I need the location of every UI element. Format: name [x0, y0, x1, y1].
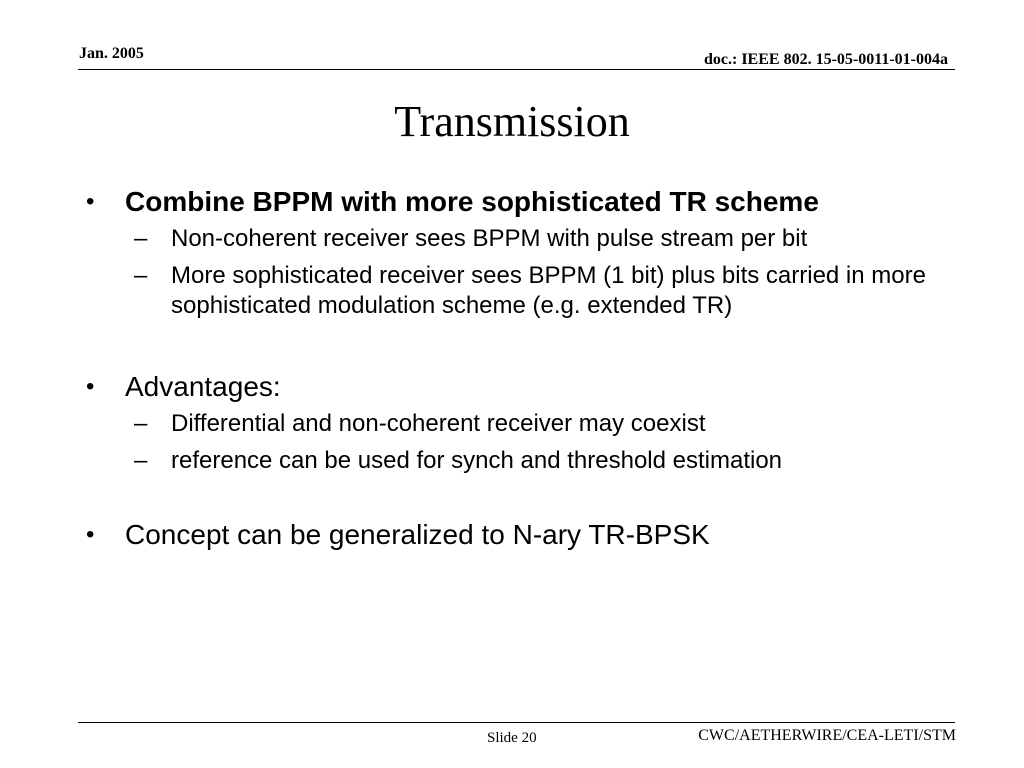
- sub-bullet-item: [82, 446, 962, 476]
- spacer: [82, 328, 962, 369]
- header-date: Jan. 2005: [79, 45, 144, 62]
- sub-bullet-item: [82, 261, 962, 321]
- footer-organizations: CWC/AETHERWIRE/CEA-LETI/STM: [698, 727, 956, 744]
- bullet-item: [82, 517, 962, 553]
- dash-mark: –: [134, 410, 148, 437]
- sub-bullet-item: [82, 224, 962, 254]
- spacer: [82, 483, 962, 517]
- sub-bullet-text: reference can be used for synch and threshold estimation: [171, 447, 783, 474]
- slide-body: [82, 184, 962, 553]
- sub-bullet-item: [82, 409, 962, 439]
- header-divider: [78, 69, 955, 70]
- sub-bullet-text: Differential and non-coherent receiver may coexist: [171, 410, 706, 437]
- slide-number: Slide 20: [487, 730, 537, 746]
- sub-bullet-text: More sophisticated receiver sees BPPM (1 bit) plus bits carried in more sophisticated modulation scheme (e.g. extended TR): [171, 262, 926, 319]
- bullet-item: [82, 369, 962, 405]
- bullet-item: [82, 184, 962, 220]
- sub-bullet-list: [82, 409, 962, 476]
- bullet-text: Combine BPPM with more sophisticated TR scheme: [125, 186, 819, 217]
- bullet-mark: •: [86, 373, 95, 400]
- dash-mark: –: [134, 225, 148, 252]
- bullet-mark: •: [86, 188, 95, 215]
- bullet-text: Advantages:: [125, 371, 281, 402]
- dash-mark: –: [134, 262, 148, 289]
- bullet-mark: •: [86, 521, 95, 548]
- bullet-text: Concept can be generalized to N-ary TR-BPSK: [125, 519, 710, 550]
- header-doc-id: doc.: IEEE 802. 15-05-0011-01-004a: [704, 51, 948, 68]
- slide-title: Transmission: [394, 97, 630, 146]
- footer-divider: [78, 722, 955, 723]
- sub-bullet-text: Non-coherent receiver sees BPPM with pulse stream per bit: [171, 225, 808, 252]
- dash-mark: –: [134, 447, 148, 474]
- sub-bullet-list: [82, 224, 962, 321]
